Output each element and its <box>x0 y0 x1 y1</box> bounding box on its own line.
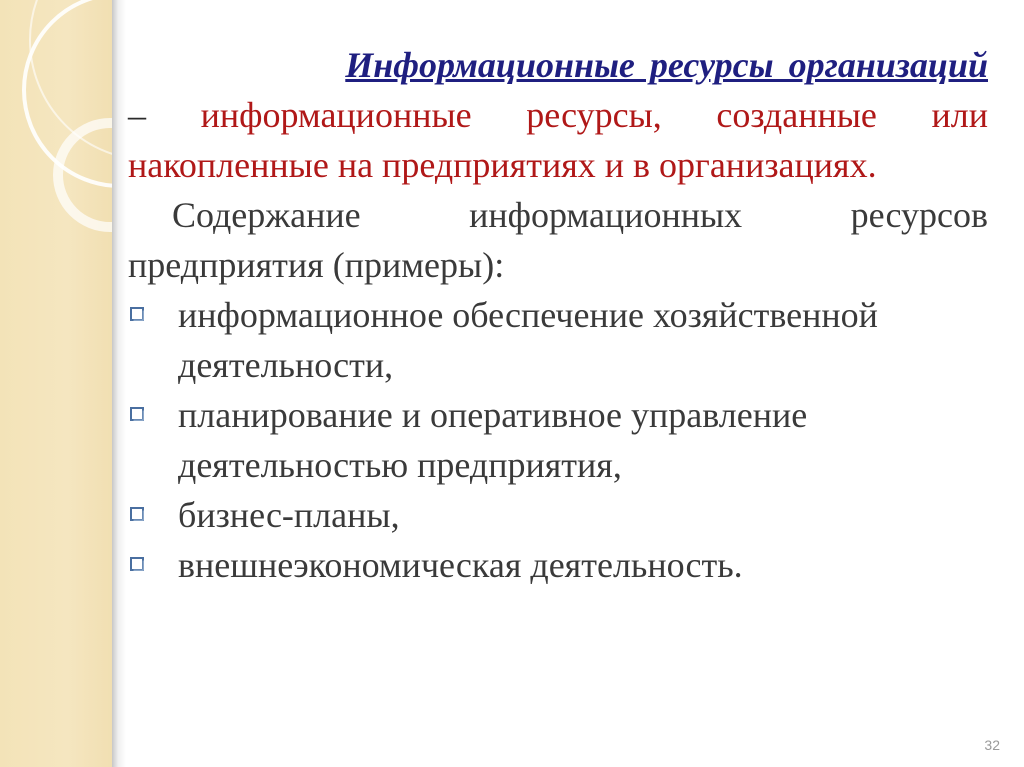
decorative-circles <box>0 0 112 767</box>
definition-text <box>128 90 988 190</box>
list-item <box>128 290 988 390</box>
decorative-left-band <box>0 0 112 767</box>
definition-body: информационные ресурсы, созданные или накопленные на предприятиях и в организациях. <box>128 95 988 185</box>
hollow-square-bullet-icon <box>130 307 144 321</box>
resource-list <box>128 290 988 590</box>
list-item <box>128 490 988 540</box>
list-item-label: внешнеэкономическая деятельность. <box>178 545 743 585</box>
list-item-label: планирование и оперативное управление деятельностью предприятия, <box>178 395 808 485</box>
definition-dash: – <box>128 95 146 135</box>
list-item <box>128 540 988 590</box>
hollow-square-bullet-icon <box>130 557 144 571</box>
list-item <box>128 390 988 490</box>
list-item-label: информационное обеспечение хозяйственной деятельности, <box>178 295 878 385</box>
hollow-square-bullet-icon <box>130 407 144 421</box>
list-item-label: бизнес-планы, <box>178 495 400 535</box>
hollow-square-bullet-icon <box>130 507 144 521</box>
slide-content <box>128 40 988 590</box>
slide-heading: Информационные ресурсы организаций <box>345 45 988 85</box>
slide-number: 32 <box>984 737 1000 753</box>
band-shadow <box>112 0 126 767</box>
intro-text: Содержание информационных ресурсов предприятия (примеры): <box>128 195 988 285</box>
